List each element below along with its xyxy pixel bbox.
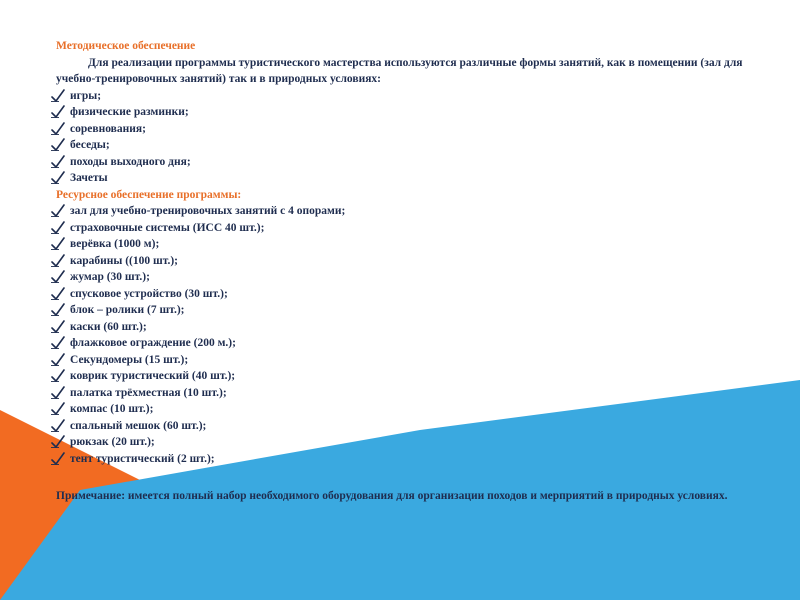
- list-item-text: коврик туристический (40 шт.);: [70, 370, 236, 382]
- checkmark-icon: [50, 138, 66, 152]
- list-item-text: жумар (30 шт.);: [70, 271, 150, 283]
- list-item: [52, 236, 752, 253]
- checkmark-icon: [50, 435, 66, 449]
- checkmark-icon: [50, 320, 66, 334]
- list-item-text: флажковое ограждение (200 м.);: [70, 337, 236, 349]
- checkmark-icon: [50, 452, 66, 466]
- checkmark-icon: [50, 369, 66, 383]
- list-item-text: спальный мешок (60 шт.);: [70, 419, 207, 432]
- list-item: [52, 319, 752, 336]
- checkmark-icon: [50, 402, 66, 416]
- list-item: [52, 368, 752, 385]
- list-item-text: тент туристический (2 шт.);: [70, 452, 215, 465]
- list-item-text: страховочные системы (ИСС 40 шт.);: [70, 221, 265, 234]
- checkmark-icon: [50, 221, 66, 235]
- list-item: [52, 170, 752, 187]
- list-item-text: физические разминки;: [70, 106, 189, 118]
- list-item-text: соревнования;: [70, 122, 146, 135]
- list-item: [52, 137, 752, 154]
- methodical-heading: Методическое обеспечение: [56, 40, 196, 52]
- resource-heading: Ресурсное обеспечение программы:: [56, 188, 242, 201]
- resource-list: [52, 203, 752, 467]
- list-item: [52, 401, 752, 418]
- list-item: [52, 269, 752, 286]
- list-item: [52, 352, 752, 369]
- list-item: [52, 302, 752, 319]
- list-item-text: зал для учебно-тренировочных занятий с 4 опорами;: [70, 205, 346, 217]
- checkmark-icon: [50, 419, 66, 433]
- list-item-text: каски (60 шт.);: [70, 320, 147, 333]
- list-item: [52, 418, 752, 435]
- list-item: [52, 121, 752, 138]
- list-item-text: Секундомеры (15 шт.);: [70, 353, 189, 366]
- checkmark-icon: [50, 270, 66, 284]
- methodical-list: [52, 88, 752, 187]
- methodical-paragraph: Для реализации программы туристического мастерства используются различные формы занятий, как в помещении (зал для учебно-тренировочных занятий) так и в природных условиях:: [56, 56, 743, 85]
- checkmark-icon: [50, 287, 66, 301]
- list-item-text: палатка трёхместная (10 шт.);: [70, 386, 227, 399]
- list-item-text: компас (10 шт.);: [70, 403, 154, 415]
- list-item: [52, 286, 752, 303]
- list-item: [52, 385, 752, 402]
- list-item-text: карабины ((100 шт.);: [70, 254, 179, 267]
- list-item: [52, 335, 752, 352]
- list-item: [52, 451, 752, 468]
- checkmark-icon: [50, 122, 66, 136]
- checkmark-icon: [50, 353, 66, 367]
- list-item: [52, 253, 752, 270]
- checkmark-icon: [50, 204, 66, 218]
- list-item-text: блок – ролики (7 шт.);: [70, 304, 185, 316]
- list-item-text: верёвка (1000 м);: [70, 238, 160, 250]
- note-text: Примечание: имеется полный набор необходимого оборудования для организации походов и мерприятий в природных условиях.: [56, 490, 728, 502]
- list-item: [52, 220, 752, 237]
- checkmark-icon: [50, 171, 66, 185]
- checkmark-icon: [50, 386, 66, 400]
- list-item-text: походы выходного дня;: [70, 155, 191, 168]
- list-item: [52, 203, 752, 220]
- list-item: [52, 434, 752, 451]
- slide-content: [52, 38, 752, 505]
- checkmark-icon: [50, 336, 66, 350]
- list-item-text: рюкзак (20 шт.);: [70, 436, 155, 448]
- checkmark-icon: [50, 237, 66, 251]
- list-item-text: спусковое устройство (30 шт.);: [70, 287, 228, 300]
- checkmark-icon: [50, 89, 66, 103]
- list-item: [52, 104, 752, 121]
- checkmark-icon: [50, 105, 66, 119]
- list-item-text: беседы;: [70, 139, 110, 151]
- list-item-text: игры;: [70, 89, 102, 102]
- list-item-text: Зачеты: [70, 172, 108, 184]
- checkmark-icon: [50, 155, 66, 169]
- list-item: [52, 88, 752, 105]
- checkmark-icon: [50, 303, 66, 317]
- list-item: [52, 154, 752, 171]
- checkmark-icon: [50, 254, 66, 268]
